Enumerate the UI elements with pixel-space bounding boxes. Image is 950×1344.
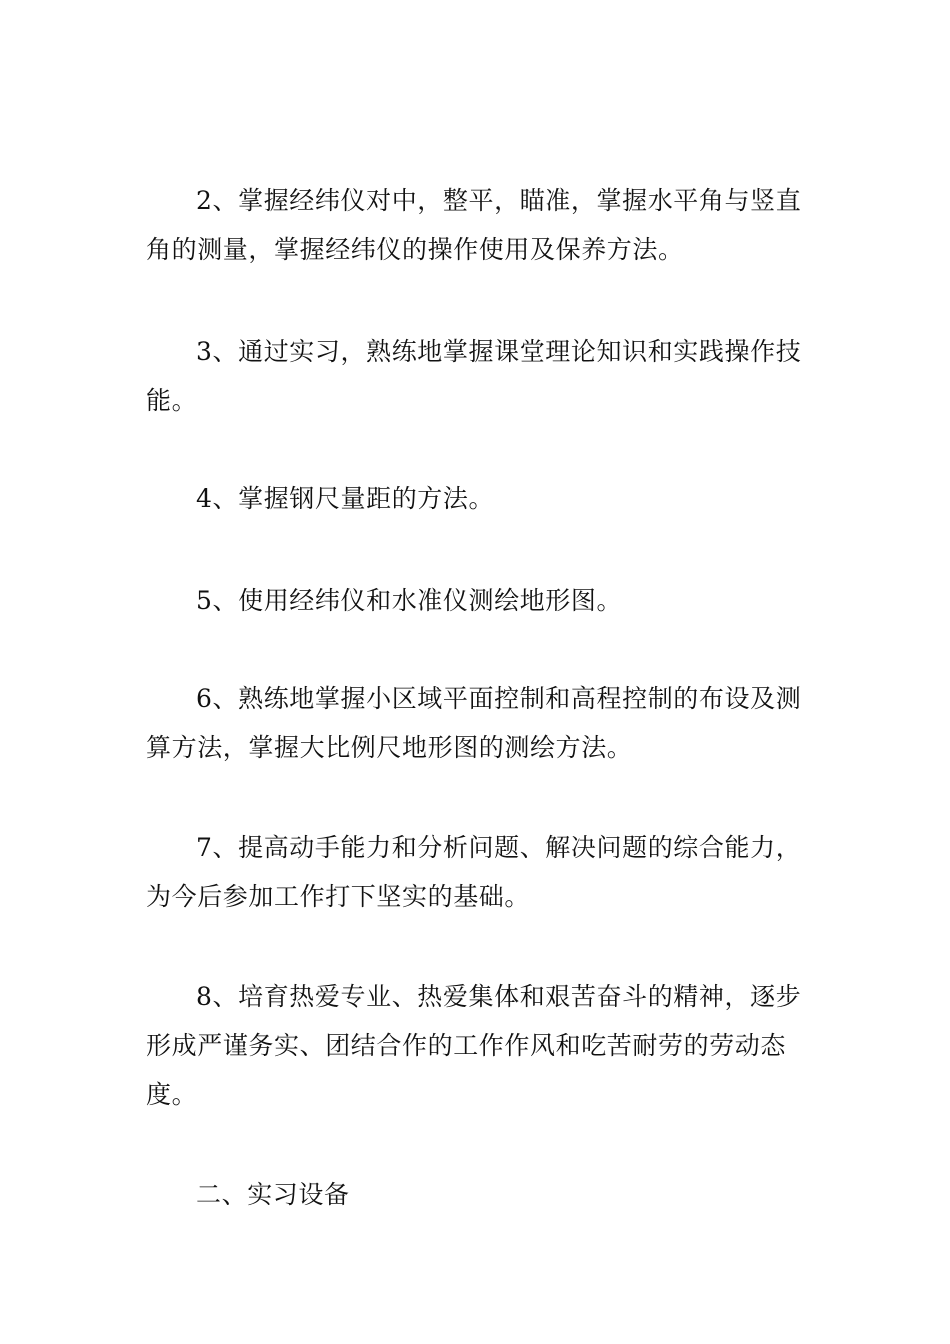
paragraph-item-3: 3、通过实习，熟练地掌握课堂理论知识和实践操作技能。 <box>146 337 802 415</box>
paragraph-item-2: 2、掌握经纬仪对中，整平，瞄准，掌握水平角与竖直角的测量，掌握经纬仪的操作使用及保养方法。 <box>146 186 802 264</box>
section-heading: 二、实习设备 <box>196 1180 350 1209</box>
paragraph-item-6: 6、熟练地掌握小区域平面控制和高程控制的布设及测算方法，掌握大比例尺地形图的测绘方法。 <box>146 684 802 762</box>
paragraph-item-4: 4、掌握钢尺量距的方法。 <box>196 484 495 513</box>
paragraph-item-8: 8、培育热爱专业、热爱集体和艰苦奋斗的精神，逐步形成严谨务实、团结合作的工作作风和吃苦耐劳的劳动态度。 <box>146 982 802 1109</box>
paragraph-item-7: 7、提高动手能力和分析问题、解决问题的综合能力，为今后参加工作打下坚实的基础。 <box>146 833 802 911</box>
paragraph-item-5: 5、使用经纬仪和水准仪测绘地形图。 <box>196 586 623 615</box>
